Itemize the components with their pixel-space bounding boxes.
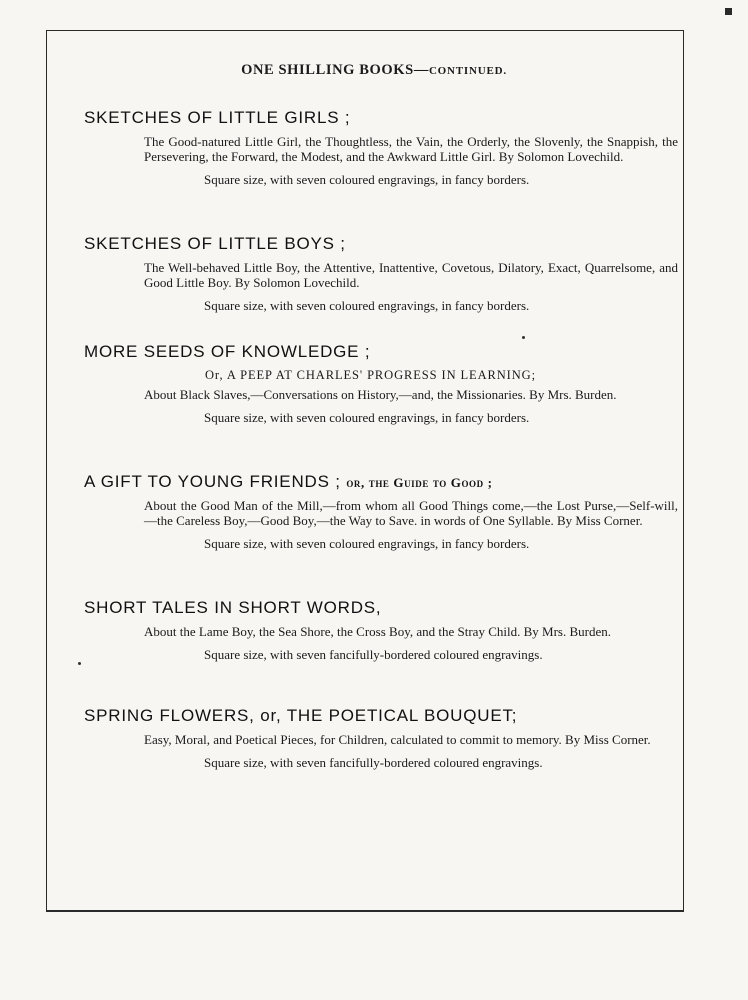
- book-title: MORE SEEDS OF KNOWLEDGE ;: [84, 342, 371, 361]
- book-format: Square size, with seven coloured engravings, in fancy borders.: [204, 298, 530, 313]
- book-entry: [84, 108, 678, 188]
- book-format: Square size, with seven fancifully-bordered coloured engravings.: [204, 755, 543, 770]
- book-entry: [84, 342, 678, 426]
- corner-mark: [725, 8, 732, 15]
- book-title-suffix: or, the Guide to Good ;: [346, 475, 493, 490]
- book-title: SKETCHES OF LITTLE GIRLS ;: [84, 108, 351, 127]
- book-description: About the Good Man of the Mill,—from whom all Good Things come,—the Lost Purse,—Self-will,—the Careless Boy,—Good Boy,—the Way to Save. in words of One Syllable. By Miss Corner.: [144, 498, 678, 528]
- page-header-title: ONE SHILLING BOOKS—: [241, 62, 429, 78]
- book-title: A GIFT TO YOUNG FRIENDS ;: [84, 472, 347, 491]
- book-title: SPRING FLOWERS, or, THE POETICAL BOUQUET;: [84, 706, 518, 725]
- book-description: The Good-natured Little Girl, the Thoughtless, the Vain, the Orderly, the Slovenly, the Snappish, the Persevering, the Forward, the Modest, and the Awkward Little Girl. By Solomon Lovechild.: [144, 134, 678, 164]
- book-description: The Well-behaved Little Boy, the Attentive, Inattentive, Covetous, Dilatory, Exact, Quarrelsome, and Good Little Boy. By Solomon Lovechild.: [144, 260, 678, 290]
- book-description: About Black Slaves,—Conversations on History,—and, the Missionaries. By Mrs. Burden.: [144, 387, 617, 402]
- book-entry: [84, 234, 678, 314]
- book-format: Square size, with seven coloured engravings, in fancy borders.: [204, 172, 530, 187]
- page-header: [0, 62, 748, 79]
- book-format: Square size, with seven coloured engravings, in fancy borders.: [204, 536, 530, 551]
- page-header-subtitle: CONTINUED.: [428, 65, 507, 77]
- book-entry: [84, 706, 678, 771]
- book-format: Square size, with seven fancifully-bordered coloured engravings.: [204, 647, 543, 662]
- book-format: Square size, with seven coloured engravings, in fancy borders.: [204, 410, 530, 425]
- book-subtitle: Or, A PEEP AT CHARLES' PROGRESS IN LEARNING;: [205, 368, 536, 382]
- book-description: About the Lame Boy, the Sea Shore, the Cross Boy, and the Stray Child. By Mrs. Burden.: [144, 624, 611, 639]
- book-title: SKETCHES OF LITTLE BOYS ;: [84, 234, 346, 253]
- book-title: SHORT TALES IN SHORT WORDS,: [84, 598, 382, 617]
- book-entry: [84, 598, 678, 663]
- book-entry: [84, 472, 678, 552]
- book-description: Easy, Moral, and Poetical Pieces, for Children, calculated to commit to memory. By Miss Corner.: [144, 732, 651, 747]
- book-title-row: [84, 472, 678, 492]
